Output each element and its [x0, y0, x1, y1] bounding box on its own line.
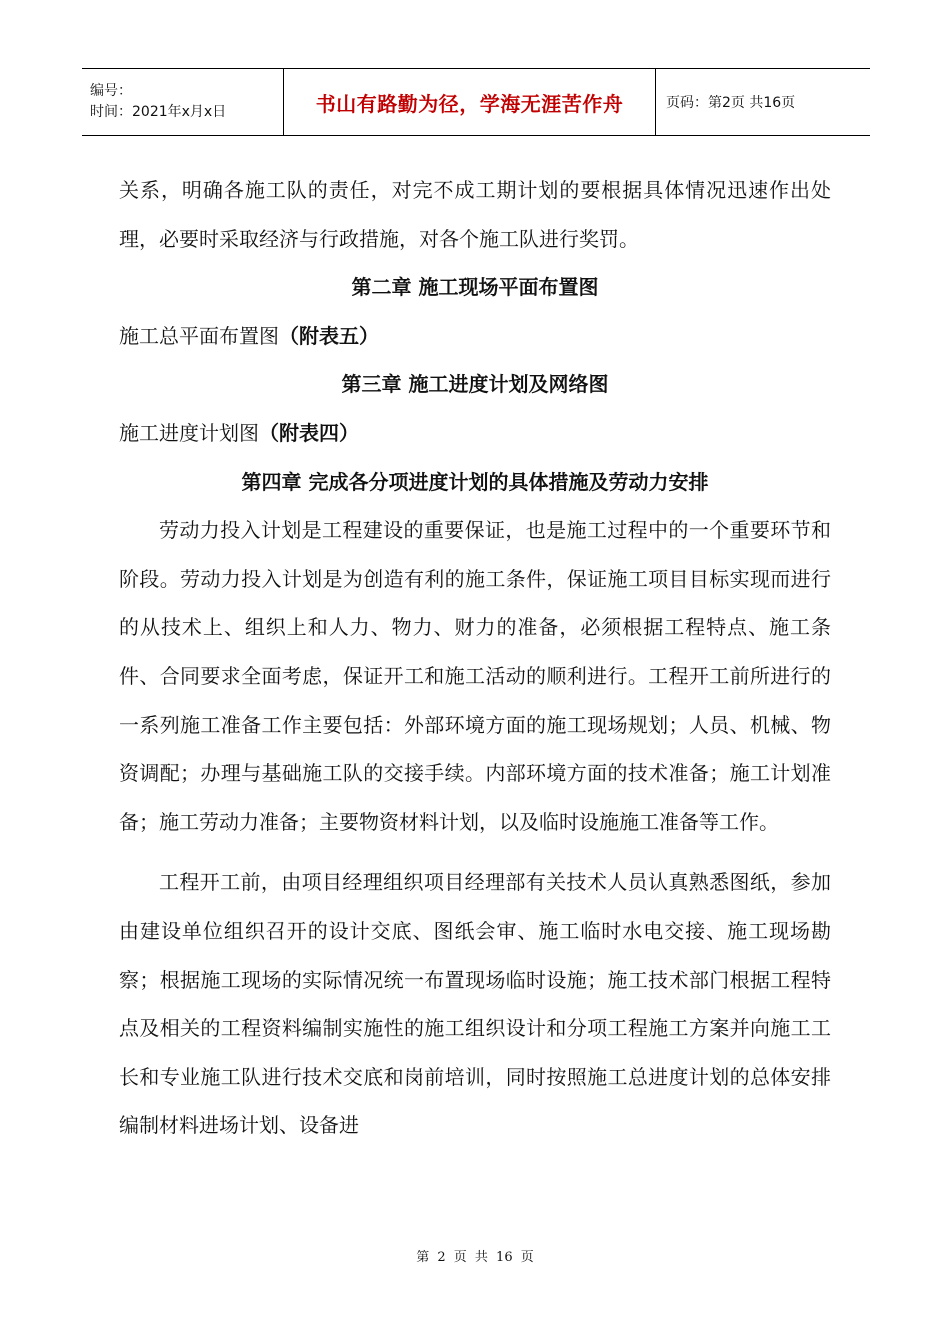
- paragraph-2-ref: （附表五）: [279, 323, 379, 348]
- footer-page-number: 第 2 页 共 16 页: [416, 1250, 534, 1265]
- paragraph-2-text: 施工总平面布置图: [119, 323, 279, 348]
- header-motto-cell: [283, 69, 656, 135]
- header-motto: 书山有路勤为径，学海无涯苦作舟: [315, 91, 624, 116]
- paragraph-4: 劳动力投入计划是工程建设的重要保证，也是施工过程中的一个重要环节和阶段。劳动力投入计划是为创造有利的施工条件，保证施工项目目标实现而进行的从技术上、组织上和人力、物力、财力的准备，必须根据工程特点、施工条件、合同要求全面考虑，保证开工和施工活动的顺利进行。工程开工前所进行的一系列施工准备工作主要包括：外部环境方面的施工现场规划；人员、机械、物资调配；办理与基础施工队的交接手续。内部环境方面的技术准备；施工计划准备；施工劳动力准备；主要物资材料计划，以及临时设施施工准备等工作。: [119, 518, 831, 834]
- header-meta: [82, 69, 283, 135]
- paragraph-2: [119, 312, 831, 361]
- header-number: 编号：: [90, 83, 132, 99]
- page-header: [82, 68, 870, 136]
- page-footer: [0, 1246, 950, 1265]
- chapter-3-heading: 第三章 施工进度计划及网络图: [341, 372, 609, 397]
- header-page-text: 页码：第2页 共16页: [666, 95, 796, 111]
- header-page-info: [656, 69, 870, 135]
- header-time: 时间：2021年x月x日: [90, 104, 227, 120]
- paragraph-5: 工程开工前，由项目经理组织项目经理部有关技术人员认真熟悉图纸，参加由建设单位组织召开的设计交底、图纸会审、施工临时水电交接、施工现场勘察；根据施工现场的实际情况统一布置现场临时设施；施工技术部门根据工程特点及相关的工程资料编制实施性的施工组织设计和分项工程施工方案并向施工工长和专业施工队进行技术交底和岗前培训，同时按照施工总进度计划的总体安排编制材料进场计划、设备进: [119, 870, 831, 1138]
- chapter-2-heading: 第二章 施工现场平面布置图: [351, 275, 599, 300]
- chapter-4-heading: 第四章 完成各分项进度计划的具体措施及劳动力安排: [241, 469, 709, 494]
- paragraph-1: 关系，明确各施工队的责任，对完不成工期计划的要根据具体情况迅速作出处理，必要时采取经济与行政措施，对各个施工队进行奖罚。: [119, 178, 831, 251]
- paragraph-3: [119, 409, 831, 458]
- paragraph-3-ref: （附表四）: [259, 420, 359, 445]
- paragraph-3-text: 施工进度计划图: [119, 420, 259, 445]
- document-body: [119, 166, 831, 1150]
